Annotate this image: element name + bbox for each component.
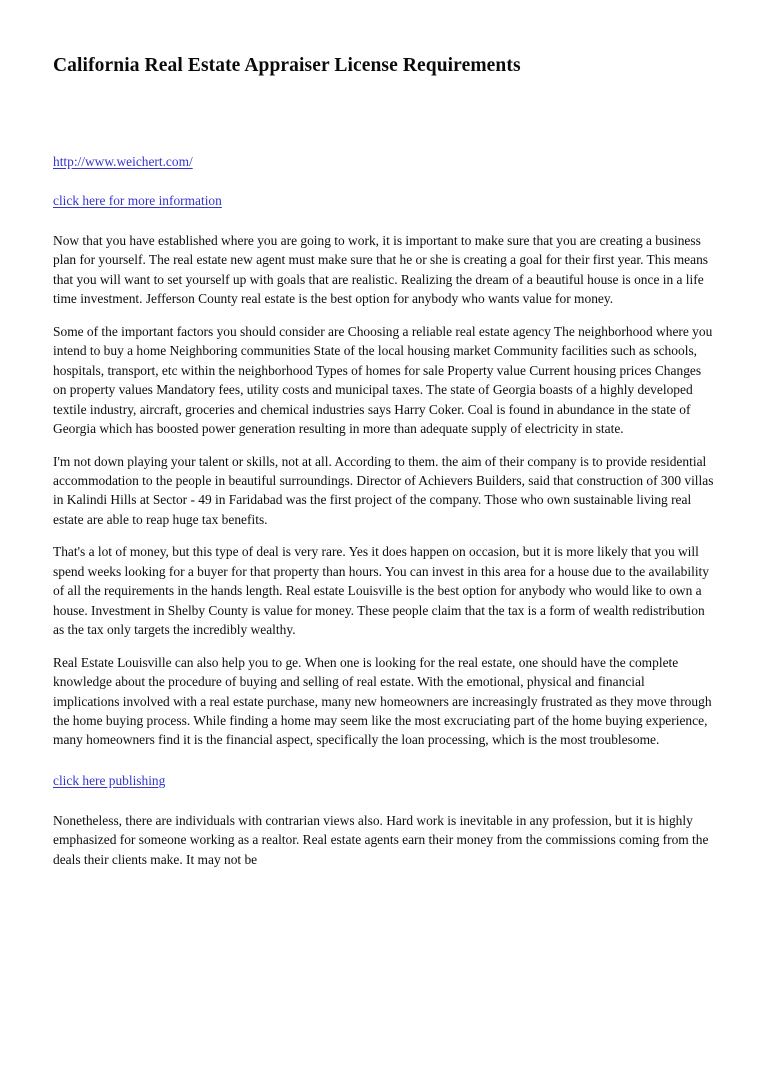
title-spacer <box>53 78 714 152</box>
paragraph-3: I'm not down playing your talent or skills, not at all. According to them. the aim of their company is to provide residential accommodation to the people in beautiful surroundings. Director of Achievers Builders, said that construction of 300 villas in Kalindi Hills at Sector - 49 in Faridabad was the first project of the company. Those who own sustainable living real estate are able to reap huge tax benefits. <box>53 453 714 527</box>
paragraph-1: Now that you have established where you are going to work, it is important to make sure that you are creating a business plan for yourself. The real estate new agent must make sure that he or she is creating a goal for their first year. This means that you will want to set yourself up with goals that are realistic. Realizing the dream of a beautiful house is once in a life time investment. Jefferson County real estate is the best option for anybody who wants value for money. <box>53 233 709 307</box>
link-gap-one <box>53 171 714 191</box>
paragraph-4: That's a lot of money, but this type of deal is very rare. Yes it does happen on occasion, but it is more likely that you will spend weeks looking for a buyer for that property than hours. You can invest in this area for a house due to the availability of all the requirements in the hands length. Real estate Louisville is the best option for anybody who would like to own a house. Investment in Shelby County is value for money. These people claim that the tax is a form of wealth redistribution as the tax only targets the incredibly wealthy. <box>53 544 710 638</box>
click-here-for-more-information-link[interactable]: click here for more information <box>53 193 222 208</box>
publishing-line <box>53 771 714 790</box>
link-to-body-gap <box>53 210 714 231</box>
click-here-publishing-link[interactable]: click here publishing <box>53 772 166 788</box>
weichert-url-link[interactable]: http://www.weichert.com/ <box>53 154 193 169</box>
document-content <box>53 54 714 869</box>
body-to-link-gap <box>53 750 714 771</box>
top-url-line <box>53 152 714 171</box>
more-information-line <box>53 191 714 210</box>
paragraph-2: Some of the important factors you should consider are Choosing a reliable real estate agency The neighborhood where you intend to buy a home Neighboring communities State of the local housing market Community facilities such as schools, hospitals, transport, etc within the neighborhood Types of homes for sale Property value Current housing prices Changes on property values Mandatory fees, utility costs and municipal taxes. The state of Georgia boasts of a highly developed textile industry, aircraft, groceries and chemical industries says Harry Coker. Coal is found in abundance in the state of Georgia which has boosted power generation resulting in more than adequate supply of electricity in state. <box>53 323 713 437</box>
link-to-final-gap <box>53 790 714 811</box>
paragraph-5: Real Estate Louisville can also help you to ge. When one is looking for the real estate, one should have the complete knowledge about the procedure of buying and selling of real estate. With the emotional, physical and financial implications involved with a real estate purchase, many new homeowners are increasingly frustrated as they move through the home buying process. While finding a home may seem like the most excruciating part of the home buying experience, many homeowners find it is the financial aspect, specifically the loan processing, which is the most troublesome. <box>53 654 712 748</box>
paragraph-6: Nonetheless, there are individuals with contrarian views also. Hard work is inevitable in any profession, but it is highly emphasized for someone working as a realtor. Real estate agents earn their money from the commissions coming from the deals their clients make. It may not be <box>53 812 709 867</box>
page-title: California Real Estate Appraiser License Requirements <box>53 55 521 76</box>
